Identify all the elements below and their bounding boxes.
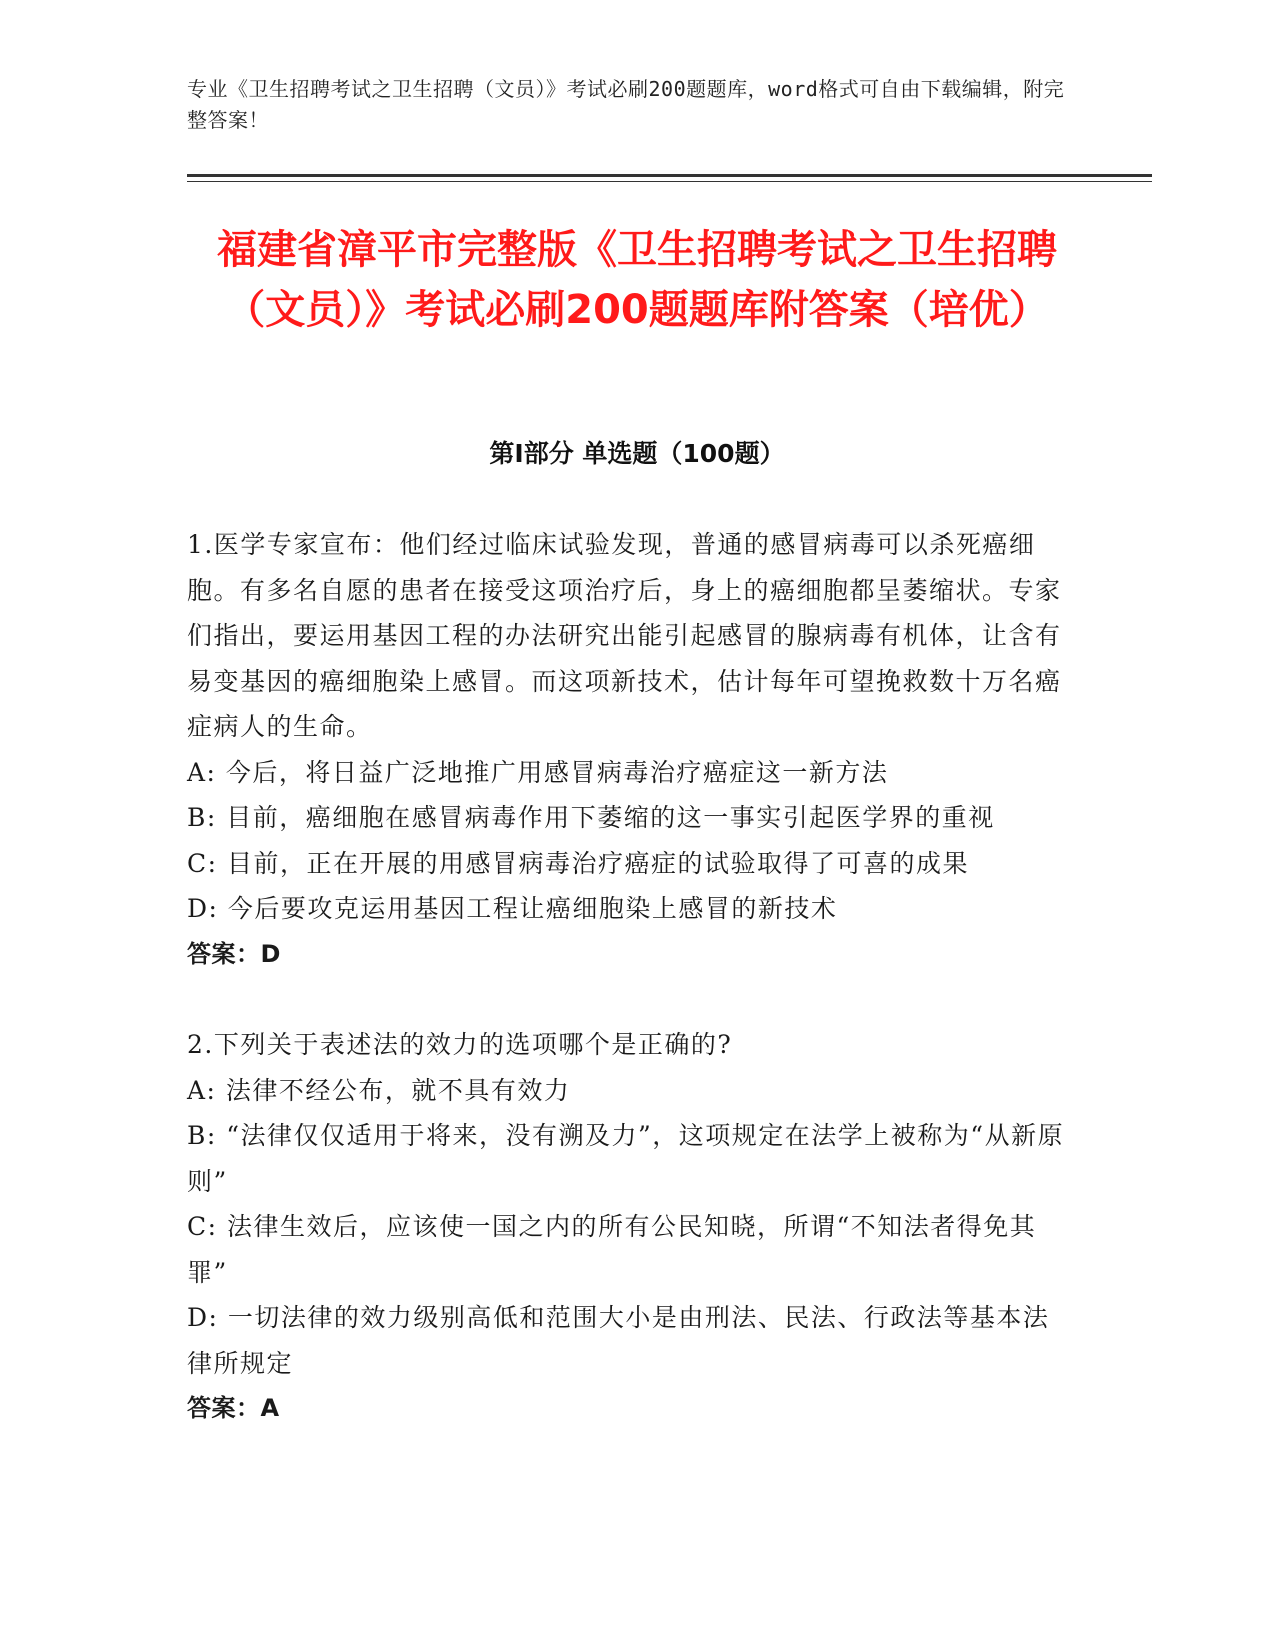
question-2 bbox=[187, 1022, 1067, 1432]
option-c: C: 目前，正在开展的用感冒病毒治疗癌症的试验取得了可喜的成果 bbox=[187, 848, 970, 878]
question-1 bbox=[187, 522, 1067, 977]
option-a: A: 法律不经公布，就不具有效力 bbox=[187, 1075, 571, 1105]
header-divider-thin bbox=[187, 181, 1152, 182]
option-d: D: 一切法律的效力级别高低和范围大小是由刑法、民法、行政法等基本法律所规定 bbox=[187, 1303, 1050, 1378]
option-a: A: 今后，将日益广泛地推广用感冒病毒治疗癌症这一新方法 bbox=[187, 757, 889, 787]
option-b: B: “法律仅仅适用于将来，没有溯及力”，这项规定在法学上被称为“从新原则” bbox=[187, 1121, 1065, 1196]
option-d: D: 今后要攻克运用基因工程让癌细胞染上感冒的新技术 bbox=[187, 894, 838, 923]
answer: 答案：A bbox=[187, 1394, 280, 1422]
document-title: 福建省漳平市完整版《卫生招聘考试之卫生招聘（文员）》考试必刷200题题库附答案（培优） bbox=[217, 227, 1057, 333]
question-stem: 1.医学专家宣布：他们经过临床试验发现，普通的感冒病毒可以杀死癌细胞。有多名自愿的患者在接受这项治疗后，身上的癌细胞都呈萎缩状。专家们指出，要运用基因工程的办法研究出能引起感冒的腺病毒有机体，让含有易变基因的癌细胞染上感冒。而这项新技术，估计每年可望挽救数十万名癌症病人的生命。 bbox=[187, 530, 1062, 741]
option-b: B: 目前，癌细胞在感冒病毒作用下萎缩的这一事实引起医学界的重视 bbox=[187, 803, 995, 832]
section-title: 第Ⅰ部分 单选题（100题） bbox=[489, 439, 785, 468]
option-c: C: 法律生效后，应该使一国之内的所有公民知晓，所谓“不知法者得免其罪” bbox=[187, 1212, 1037, 1287]
answer: 答案：D bbox=[187, 939, 281, 968]
question-stem: 2.下列关于表述法的效力的选项哪个是正确的? bbox=[187, 1030, 733, 1059]
header-note: 专业《卫生招聘考试之卫生招聘（文员）》考试必刷200题题库，word格式可自由下载编辑，附完整答案！ bbox=[187, 77, 1065, 132]
header-divider-thick bbox=[187, 174, 1152, 177]
